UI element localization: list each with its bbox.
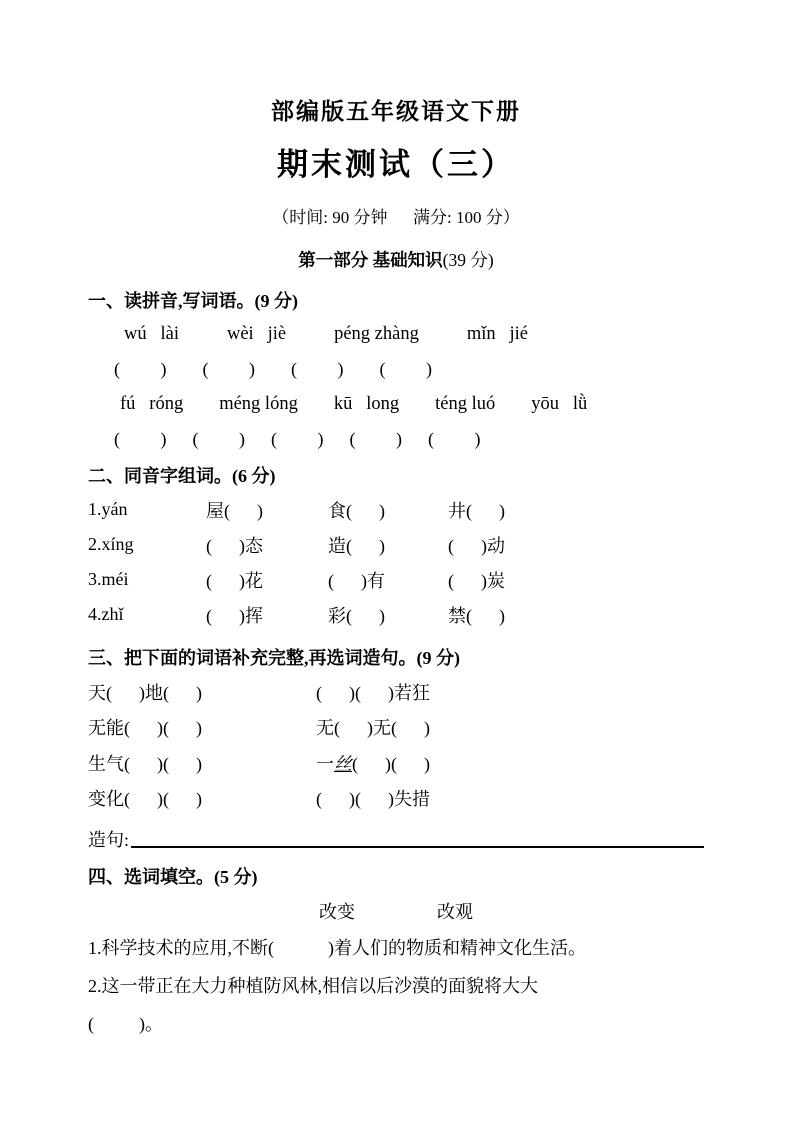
section-4-word-choice bbox=[88, 858, 704, 1042]
exam-title: 期末测试（三） bbox=[277, 147, 515, 182]
idiom-prefix: 一 bbox=[316, 753, 334, 774]
answer-blank: ( ) bbox=[428, 429, 481, 449]
word-blank: 造( ) bbox=[328, 535, 385, 556]
section-3-idioms bbox=[88, 639, 704, 852]
word-blank: 禁( ) bbox=[448, 605, 505, 626]
idiom-row bbox=[88, 710, 704, 746]
pinyin-row-1 bbox=[88, 317, 704, 352]
homophone-row bbox=[88, 562, 704, 597]
sentence-making-line bbox=[88, 816, 704, 852]
idiom-row bbox=[88, 674, 704, 710]
answer-blank-row-1 bbox=[88, 352, 704, 387]
pinyin-word: mǐn jié bbox=[466, 324, 528, 344]
idiom-suffix: ( )( ) bbox=[352, 753, 430, 774]
pinyin-word: yōu lǜ bbox=[531, 394, 588, 414]
word-blank: ( )有 bbox=[328, 570, 385, 591]
idiom-blank: 无能( )( ) bbox=[88, 718, 202, 739]
pinyin-word: péng zhàng bbox=[334, 324, 419, 344]
pinyin-word: wú lài bbox=[124, 324, 179, 344]
sentence-making-label: 造句: bbox=[88, 830, 130, 850]
idiom-blank: 变化( )( ) bbox=[88, 789, 202, 810]
pinyin-label: 3.méi bbox=[88, 569, 129, 589]
word-blank: 井( ) bbox=[448, 500, 505, 521]
word-blank: ( )动 bbox=[448, 535, 505, 556]
pinyin-word: téng luó bbox=[435, 394, 496, 414]
answer-blank: ( ) bbox=[202, 359, 255, 379]
part-one-title: 第一部分 基础知识 bbox=[298, 250, 443, 270]
idiom-blank: 天( )地( ) bbox=[88, 682, 202, 703]
pinyin-row-2 bbox=[88, 387, 704, 422]
idiom-blank: 生气( )( ) bbox=[88, 753, 202, 774]
answer-blank: ( ) bbox=[114, 359, 167, 379]
word-blank: ( )态 bbox=[206, 535, 263, 556]
pinyin-label: 4.zhǐ bbox=[88, 604, 124, 624]
pinyin-word: fú róng bbox=[120, 394, 184, 414]
pinyin-word: méng lóng bbox=[219, 394, 298, 414]
section-2-homophones bbox=[88, 457, 704, 632]
section-2-heading: 二、同音字组词。(6 分) bbox=[88, 465, 276, 486]
pinyin-word: kū long bbox=[333, 394, 400, 414]
idiom-row bbox=[88, 745, 704, 781]
questions-area bbox=[88, 282, 704, 1042]
underlined-si-character: 丝 bbox=[334, 753, 352, 774]
answer-blank: ( ) bbox=[379, 359, 432, 379]
idiom-blank bbox=[316, 750, 704, 776]
idiom-blank: ( )( )失措 bbox=[316, 789, 430, 810]
part-one-heading bbox=[88, 247, 704, 272]
pinyin-label: 2.xíng bbox=[88, 534, 134, 554]
course-title: 部编版五年级语文下册 bbox=[271, 99, 521, 124]
section-1-heading: 一、读拼音,写词语。(9 分) bbox=[88, 290, 298, 311]
homophone-row bbox=[88, 527, 704, 562]
homophone-row bbox=[88, 492, 704, 527]
word-bank-option: 改变 bbox=[319, 901, 355, 922]
part-one-score: (39 分) bbox=[442, 250, 494, 270]
pinyin-label: 1.yán bbox=[88, 499, 128, 519]
answer-blank: ( ) bbox=[192, 429, 245, 449]
word-blank: ( )炭 bbox=[448, 570, 505, 591]
section-1-pinyin-words bbox=[88, 282, 704, 457]
idiom-row bbox=[88, 781, 704, 817]
idiom-blank: ( )( )若狂 bbox=[316, 682, 430, 703]
word-blank: ( )花 bbox=[206, 570, 263, 591]
idiom-blank: 无( )无( ) bbox=[316, 718, 430, 739]
word-bank bbox=[88, 893, 704, 928]
exam-time-score-info: （时间: 90 分钟 满分: 100 分） bbox=[272, 208, 520, 227]
section-4-heading: 四、选词填空。(5 分) bbox=[88, 866, 258, 887]
word-blank: 食( ) bbox=[328, 500, 385, 521]
answer-blank: ( ) bbox=[271, 429, 324, 449]
answer-blank: ( ) bbox=[291, 359, 344, 379]
answer-blank: ( ) bbox=[114, 429, 167, 449]
word-blank: 屋( ) bbox=[206, 500, 263, 521]
sentence-writing-blank-line bbox=[131, 846, 704, 848]
fill-sentence-2-line-2: ( )。 bbox=[88, 1014, 163, 1034]
fill-sentence-1: 1.科学技术的应用,不断( )着人们的物质和精神文化生活。 bbox=[88, 938, 586, 958]
section-3-heading: 三、把下面的词语补充完整,再选词造句。(9 分) bbox=[88, 647, 460, 668]
fill-sentence-2-line-1: 2.这一带正在大力种植防风林,相信以后沙漠的面貌将大大 bbox=[88, 976, 538, 996]
word-bank-option: 改观 bbox=[437, 901, 473, 922]
word-blank: ( )挥 bbox=[206, 605, 263, 626]
pinyin-word: wèi jiè bbox=[226, 324, 287, 344]
answer-blank-row-2 bbox=[88, 422, 704, 457]
answer-blank: ( ) bbox=[349, 429, 402, 449]
homophone-row bbox=[88, 597, 704, 632]
word-blank: 彩( ) bbox=[328, 605, 385, 626]
